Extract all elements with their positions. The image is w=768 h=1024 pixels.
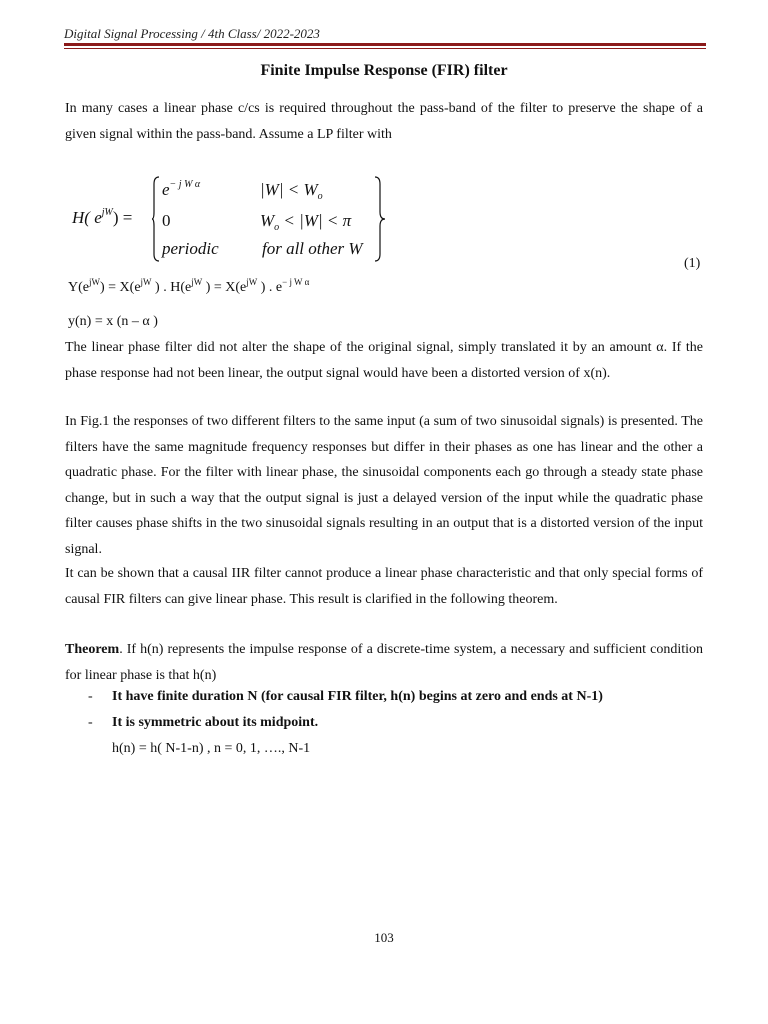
intro-paragraph: In many cases a linear phase c/cs is required throughout the pass-band of the filter to preserve the shape of a given signal within the pass-band. Assume a LP filter with: [65, 101, 703, 142]
case3-condition: for all other W: [262, 239, 363, 258]
theorem-paragraph: [65, 637, 703, 688]
theorem-text: . If h(n) represents the impulse response of a discrete-time system, a necessary and sufficient condition for linear phase is that h(n): [65, 642, 703, 683]
case2-value: 0: [162, 211, 171, 230]
delay-equation: y(n) = x (n – α ): [68, 314, 158, 329]
theorem-label: Theorem: [65, 642, 120, 657]
page-number: 103: [374, 930, 394, 945]
iir-paragraph: It can be shown that a causal IIR filter cannot produce a linear phase characteristic and that only special forms of causal FIR filters can give linear phase. This result is clarified in the following theorem.: [65, 566, 703, 607]
right-brace: [374, 176, 386, 262]
equation-number: (1): [684, 256, 701, 271]
case3-value: periodic: [162, 239, 219, 258]
linear-phase-paragraph: The linear phase filter did not alter the shape of the original signal, simply translated it by an amount α. If the phase response had not been linear, the output signal would have been a distorted version of x(n).: [65, 340, 703, 381]
left-brace: [152, 176, 160, 262]
running-header: Digital Signal Processing / 4th Class/ 2022-2023: [64, 26, 320, 41]
symmetry-equation: h(n) = h( N-1-n) , n = 0, 1, …., N-1: [112, 741, 311, 756]
section-title: Finite Impulse Response (FIR) filter: [260, 62, 508, 79]
output-equation: $Y(e^{jW}) = X(e^{jW}$ ) . $H(e^{jW}$ ) = $X(e^{jW}$ ) . $e^{- j W \alpha}$: [68, 277, 310, 295]
case2-condition: $W_o < |W| < \pi$: [260, 211, 352, 233]
bullet-item: - It have finite duration N (for causal FIR filter, h(n) begins at zero and ends at N-1): [88, 689, 603, 704]
equation-lhs: H( $e^{jW}$) =: [72, 207, 133, 227]
case1-value: $e^{- j W \alpha}$: [162, 179, 201, 199]
header-rule-thin: [64, 48, 706, 49]
header-rule-thick: [64, 43, 706, 46]
case1-condition: $|W| < W_o$: [260, 180, 323, 202]
figure1-paragraph: In Fig.1 the responses of two different filters to the same input (a sum of two sinusoidal signals) is presented. The filters have the same magnitude frequency responses but differ in their phases as one has linear and the other a quadratic phase. For the filter with linear phase, the sinusoidal components each go through a steady state phase change, but in such a way that the output signal is just a delayed version of the input while the quadratic phase filter causes phase shifts in the two sinusoidal signals resulting in an output that is a distorted version of the input signal.: [65, 414, 703, 557]
bullet-item: - It is symmetric about its midpoint.: [88, 715, 319, 730]
